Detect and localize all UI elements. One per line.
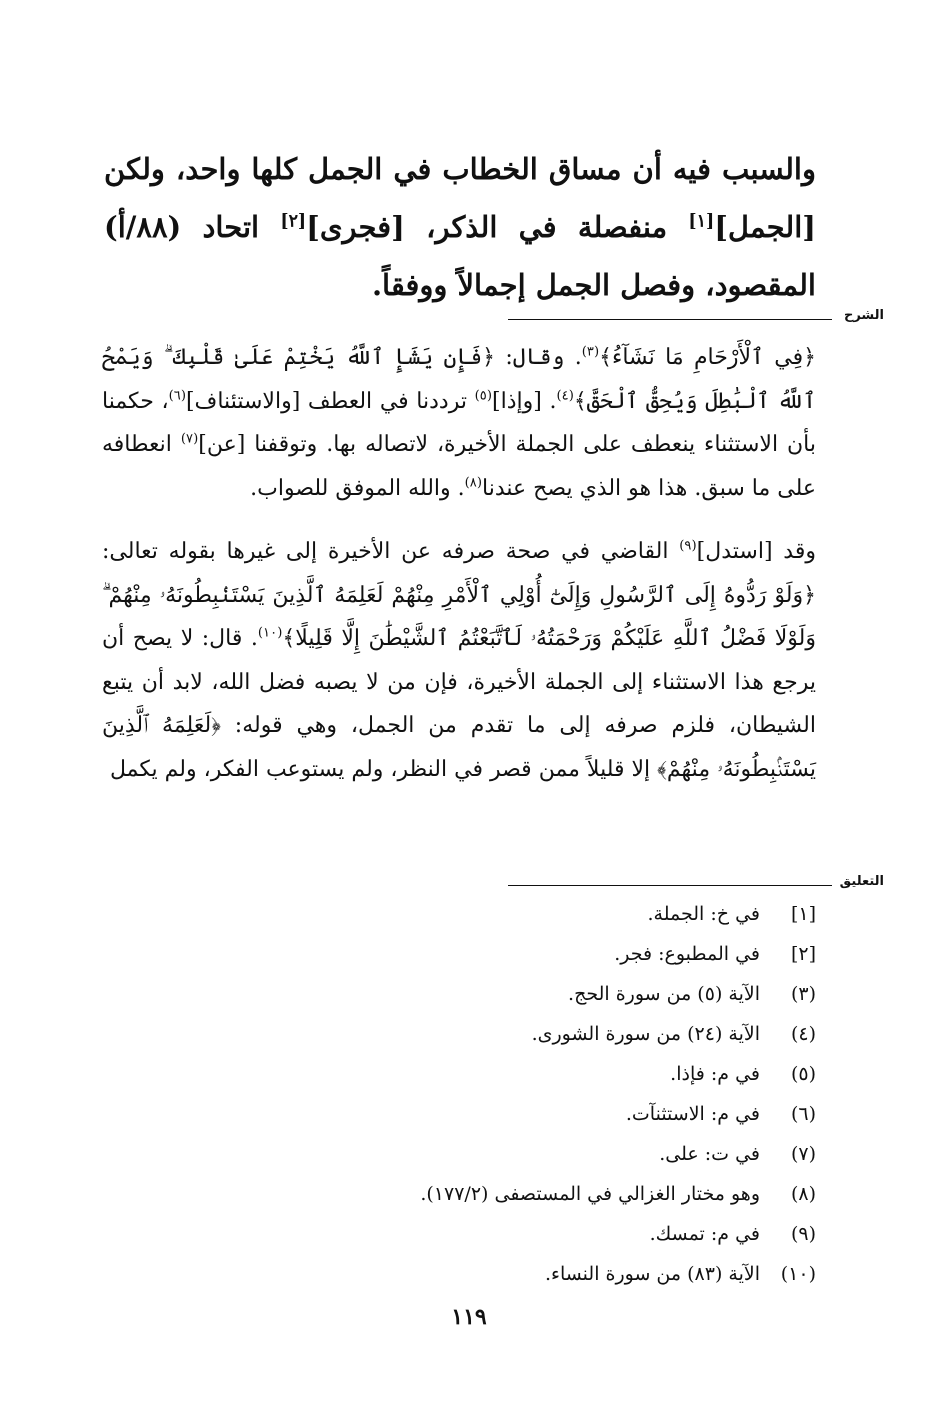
footnote-number: (١٠) — [780, 1263, 816, 1285]
footnote-ref: (١٠) — [257, 625, 283, 641]
footnote-item — [380, 934, 816, 974]
text-run: وقد [استدل] — [696, 539, 816, 564]
footnote-text: الآية (٢٤) من سورة الشورى. — [531, 1023, 760, 1045]
footnote-text: الآية (٥) من سورة الحج. — [568, 983, 760, 1005]
footnote-ref: (٥) — [474, 388, 493, 404]
footnote-ref: (٤) — [556, 388, 574, 404]
footnote-ref: (٩) — [679, 538, 697, 554]
footnote-text: في خ: الجملة. — [647, 903, 760, 925]
footnote-item — [380, 1094, 816, 1134]
sharh-label: الشرح — [843, 308, 884, 323]
footnote-item — [380, 894, 816, 934]
footnote-text: في ت: على. — [659, 1143, 760, 1165]
footnote-number: [١] — [790, 903, 816, 925]
matn-text — [104, 140, 816, 314]
footnote-number: [٢] — [790, 943, 816, 965]
matn-note-marker: [٢] — [280, 211, 307, 232]
text-run: . قال: لا يصح أن يرجع هذا الاستثناء إلى الجملة الأخيرة، فإن من لا يصبه فضل الله، لابد أن يتبع الشيطان، فلزم صرفه إلى ما تقدم من الجمل، وهي قوله: ﴿لَعَلِمَهُ ٱلَّذِينَ يَسْتَنۢبِطُونَهُۥ مِنْهُمْ﴾ إلا قليلاً ممن قصر في النظر، ولم يستوعب الفكر، ولم يكمل — [102, 626, 816, 782]
footnote-text: في م: الاستثنآت. — [625, 1103, 760, 1125]
text-run: ترددنا في العطف [والاستئناف] — [185, 388, 475, 414]
footnote-item — [380, 1254, 816, 1294]
footnote-number: (٤) — [790, 1023, 816, 1045]
text-run: ، حكمنا بأن الاستثناء ينعطف على الجملة الأخيرة، لاتصاله بها. وتوقفنا [عن] — [102, 388, 816, 457]
footnote-number: (٨) — [790, 1183, 816, 1205]
footnote-text: الآية (٨٣) من سورة النساء. — [544, 1263, 760, 1285]
sharh-text — [102, 336, 816, 791]
footnote-ref: (٨) — [464, 475, 483, 491]
text-run: ﴿فِي ٱلْأَرْحَامِ مَا نَشَآءُ﴾ — [599, 345, 816, 370]
text-run: القاضي في صحة صرفه عن الأخيرة إلى غيرها بقوله تعالى: ﴿وَلَوْ رَدُّوهُ إِلَى ٱلرَّسُولِ وَإِلَىٰٓ أُوْلِي ٱلْأَمْرِ مِنْهُمْ لَعَلِمَهُ ٱلَّذِينَ يَسْتَنۢبِطُونَهُۥ مِنْهُمْ ۗ وَلَوْلَا فَضْلُ ٱللَّهِ عَلَيْكُمْ وَرَحْمَتُهُۥ لَٱتَّبَعْتُمُ ٱلشَّيْطَٰنَ إِلَّا قَلِيلًا﴾ — [102, 539, 816, 651]
footnote-ref: (٦) — [168, 388, 186, 404]
footnote-item — [380, 1134, 816, 1174]
matn-note-marker: [١] — [688, 211, 715, 232]
footnote-ref: (٣) — [581, 344, 600, 360]
sharh-divider — [478, 308, 884, 330]
footnote-text: في المطبوع: فجر. — [614, 943, 760, 965]
text-run: . والله الموفق للصواب. — [250, 475, 465, 501]
footnote-item — [380, 1054, 816, 1094]
text-run: . [وإذا] — [492, 388, 557, 414]
text-run: . وقال: ﴿فَإِن يَشَإِ ٱللَّهُ يَخْتِمْ عَلَىٰ قَلْبِكَ ۗ وَيَمْحُ ٱللَّهُ ٱلْبَٰطِلَ وَيُحِقُّ ٱلْحَقَّ﴾ — [102, 345, 816, 414]
matn-part: اتحاد (٨٨/أ) المقصود، وفصل الجمل إجمالاً ووفقاً. — [104, 210, 816, 302]
footnote-number: (٩) — [790, 1223, 816, 1245]
sharh-paragraph — [102, 336, 816, 510]
footnote-number: (٧) — [790, 1143, 816, 1165]
matn-part: منفصلة في الذكر، [فجرى] — [306, 210, 689, 244]
footnote-number: (٣) — [790, 983, 816, 1005]
taliq-label: التعليق — [839, 874, 884, 889]
text-run: انعطافه على ما سبق. هذا هو الذي يصح عندنا — [102, 432, 816, 501]
sharh-paragraph — [102, 530, 816, 791]
footnote-number: (٥) — [790, 1063, 816, 1085]
taliq-rule — [508, 885, 832, 886]
footnote-item — [380, 1214, 816, 1254]
footnote-item — [380, 1174, 816, 1214]
footnote-text: في م: تمسك. — [649, 1223, 760, 1245]
footnote-list — [380, 894, 816, 1294]
page-number: ١١٩ — [451, 1304, 487, 1330]
footnote-text: في م: فإذا. — [670, 1063, 760, 1085]
footnote-number: (٦) — [790, 1103, 816, 1125]
footnote-item — [380, 974, 816, 1014]
footnotes — [380, 894, 816, 1294]
footnote-item — [380, 1014, 816, 1054]
sharh-rule — [508, 319, 832, 320]
footnote-ref: (٧) — [180, 431, 199, 447]
taliq-divider — [478, 874, 884, 896]
footnote-text: وهو مختار الغزالي في المستصفى (١٧٧/٢). — [420, 1183, 760, 1205]
matn-part: والسبب فيه أن مساق الخطاب في الجمل كلها واحد، ولكن [الجمل] — [104, 152, 816, 244]
